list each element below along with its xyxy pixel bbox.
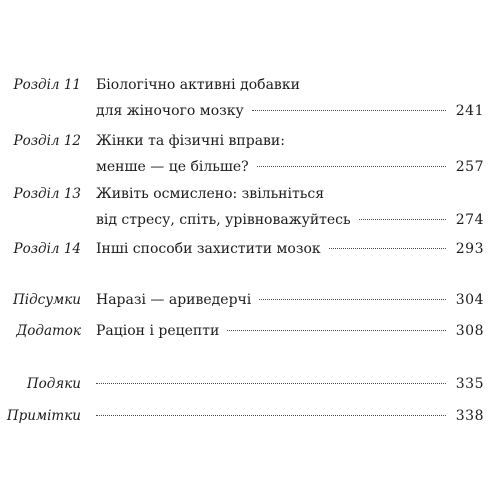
page-number: 241 [455,103,484,119]
section-title-line [96,318,484,344]
page-number: 257 [455,159,484,175]
back-matter-label: Подяки [26,376,81,392]
back-matter-label: Примітки [6,408,81,424]
chapter-label: Розділ 12 [13,133,81,149]
page-number: 274 [455,212,484,228]
chapter-title-line-1 [96,236,484,262]
section-label: Додаток [16,323,81,339]
chapter-title-text: Живіть осмислено: звільніться [96,186,325,202]
section-title-text: Раціон і рецепти [96,323,220,339]
dot-leader [259,299,445,300]
dot-leader [227,330,445,331]
dot-leader [257,166,446,167]
chapter-label: Розділ 13 [13,186,81,202]
chapter-title-line-2 [96,207,484,233]
chapter-title-text: Жінки та фізичні вправи: [96,133,285,149]
dot-leader [252,110,446,111]
chapter-title-text: менше — це більше? [96,159,249,175]
page-number: 293 [455,241,484,257]
section-title-line [96,287,484,313]
section-label: Підсумки [13,292,81,308]
page-number: 304 [455,292,484,308]
chapter-title-line-1 [96,128,484,154]
chapter-title-text: від стресу, спіть, урівноважуйтесь [96,212,351,228]
chapter-title-text: Біологічно активні добавки [96,77,300,93]
chapter-label: Розділ 11 [13,77,81,93]
chapter-title-text: для жіночого мозку [96,103,244,119]
chapter-title-text: Інші способи захистити мозок [96,241,321,257]
dot-leader [96,415,446,416]
section-title-text: Наразі — ариведерчі [96,292,252,308]
chapter-title-line-1 [96,181,484,207]
page-number: 308 [455,323,484,339]
back-matter-line [96,403,484,429]
dot-leader [96,383,446,384]
chapter-title-line-2 [96,98,484,124]
chapter-title-line-1 [96,72,484,98]
dot-leader [359,219,446,220]
dot-leader [329,248,446,249]
page-number: 335 [455,376,484,392]
page-number: 338 [455,408,484,424]
chapter-label: Розділ 14 [13,241,81,257]
back-matter-line [96,371,484,397]
chapter-title-line-2 [96,154,484,180]
